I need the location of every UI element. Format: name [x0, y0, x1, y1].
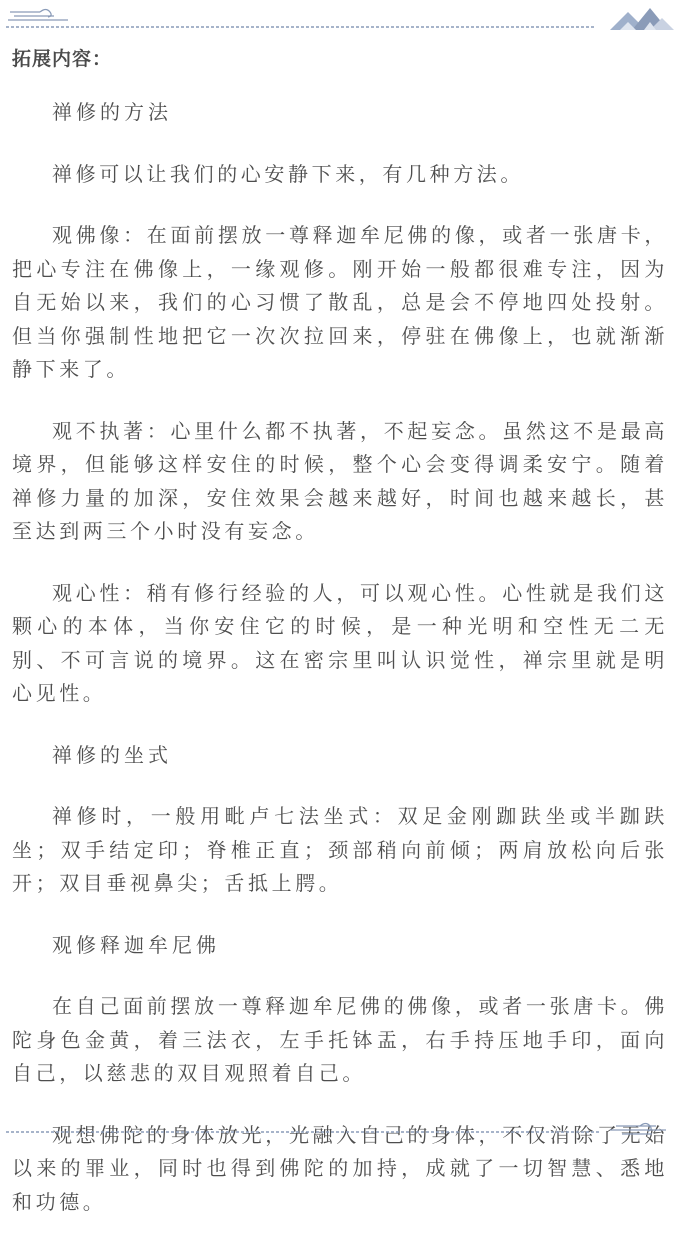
subheading-sitting-posture: 禅修的坐式 — [52, 742, 172, 767]
paragraph: 在自己面前摆放一尊释迦牟尼佛的佛像，或者一张唐卡。佛陀身色金黄，着三法衣，左手托钵盂，右手持压地手印，面向自己，以慈悲的双目观照着自己。 — [12, 994, 668, 1085]
paragraph: 观想佛陀的身体放光，光融入自己的身体，不仅消除了无始以来的罪业，同时也得到佛陀的加持，成就了一切智慧、悉地和功德。 — [12, 1122, 668, 1214]
mountain-ornament-icon — [610, 8, 674, 30]
bottom-decoration — [0, 1116, 678, 1146]
subheading-meditation-methods: 禅修的方法 — [52, 100, 172, 124]
subheading-visualize-buddha: 观修释迦牟尼佛 — [52, 932, 220, 957]
cloud-ornament-icon — [610, 1124, 666, 1135]
article-body — [12, 96, 668, 1247]
section-heading: 拓展内容： — [12, 48, 113, 70]
paragraph: 观心性：稍有修行经验的人，可以观心性。心性就是我们这颗心的本体，当你安住它的时候，是一种光明和空性无二无别、不可言说的境界。这在密宗里叫认识觉性，禅宗里就是明心见性。 — [12, 580, 668, 705]
top-decoration — [0, 0, 678, 40]
paragraph: 禅修可以让我们的心安静下来，有几种方法。 — [52, 161, 524, 186]
paragraph: 禅修时，一般用毗卢七法坐式：双足金刚跏趺坐或半跏趺坐；双手结定印；脊椎正直；颈部稍向前倾；两肩放松向后张开；双目垂视鼻尖；舌抵上腭。 — [12, 804, 668, 895]
paragraph: 观佛像：在面前摆放一尊释迦牟尼佛的像，或者一张唐卡，把心专注在佛像上，一缘观修。刚开始一般都很难专注，因为自无始以来，我们的心习惯了散乱，总是会不停地四处投射。但当你强制性地把它一次次拉回来，停驻在佛像上，也就渐渐静下来了。 — [12, 223, 668, 381]
paragraph: 观不执著：心里什么都不执著，不起妄念。虽然这不是最高境界，但能够这样安住的时候，整个心会变得调柔安宁。随着禅修力量的加深，安住效果会越来越好，时间也越来越长，甚至达到两三个小时没有妄念。 — [12, 418, 668, 543]
cloud-ornament-icon — [8, 10, 68, 21]
